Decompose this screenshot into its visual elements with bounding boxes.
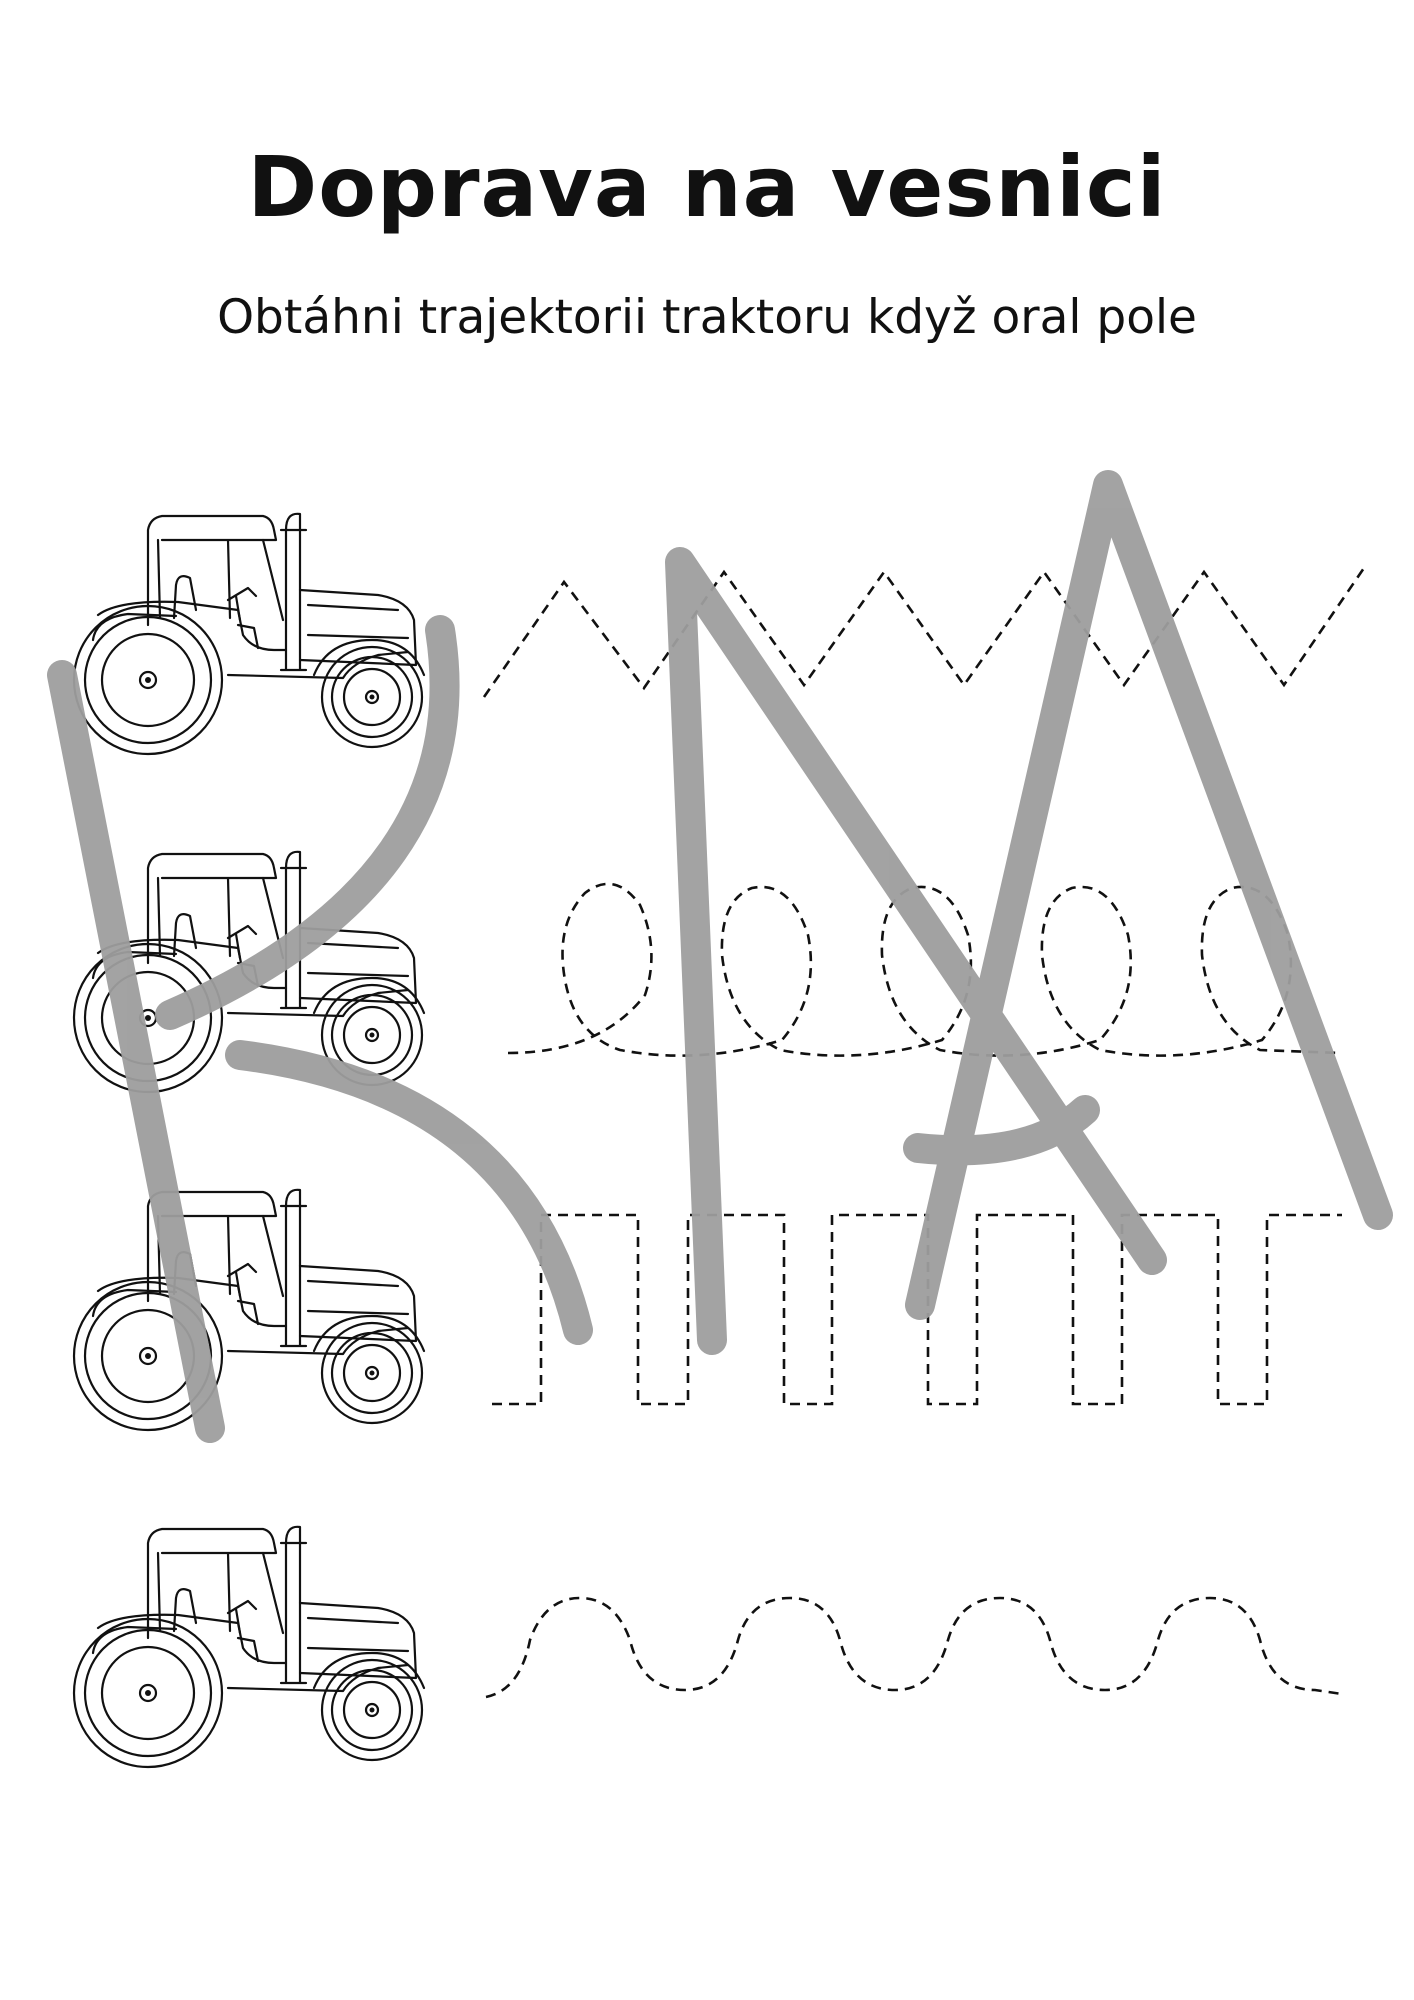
- tractor-icon: [74, 514, 424, 754]
- wave-trace[interactable]: [486, 1598, 1342, 1697]
- watermark: [62, 485, 1378, 1428]
- tractor-icon: [74, 1527, 424, 1767]
- page-title: Doprava na vesnici: [247, 138, 1167, 236]
- instruction-text: Obtáhni trajektorii traktoru když oral pole: [217, 290, 1197, 345]
- zigzag-trace[interactable]: [484, 568, 1364, 697]
- tractor-icon: [74, 1190, 424, 1430]
